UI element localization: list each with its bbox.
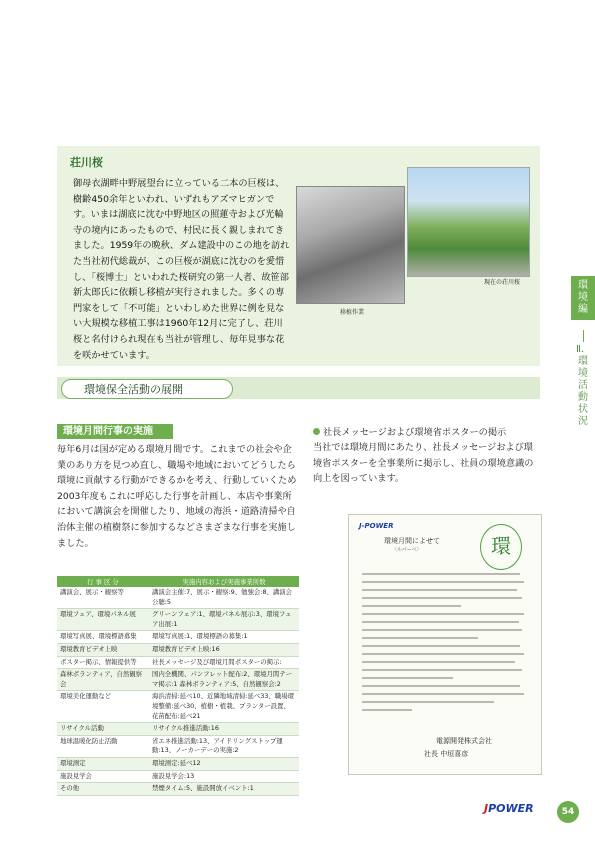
box-text: [73, 176, 291, 363]
table-row: [57, 770, 299, 783]
table-row: [57, 587, 299, 609]
current-sakura-photo-caption: 現在の荘川桜: [484, 279, 521, 286]
table-cell: 森林ボランティア、自然観察会: [57, 669, 149, 691]
poster-logo: J-POWER: [359, 522, 394, 530]
transplant-photo: [296, 186, 405, 304]
intro-paragraph: 毎年6月は国が定める環境月間です。これまでの社会や企業のあり方を見つめ直し、職場や地域においてどうしたら環境に貢献する行動ができるかを考え、行動していくため2003年度もこれに呼応した行事を計画し、本店や事業所において講演会を開催したり、地域の海浜・道路清掃や自治体主催の植樹祭に参加するなどさまざまな行事を実施しました。: [57, 444, 297, 549]
table-cell: 環境測定:延べ12: [149, 757, 299, 770]
table-cell: 環境写真展:1、環境標語の募集:1: [149, 631, 299, 644]
table-cell: ポスター掲示、情報提供等: [57, 656, 149, 669]
footer-logo-text: POWER: [488, 802, 534, 815]
poster-company: 電源開発株式会社: [436, 737, 492, 745]
box-paragraph: 御母衣湖畔中野展望台に立っている二本の巨桜は、樹齢450余年といわれ、いずれもアズマヒガンです。いまは湖底に沈む中野地区の照蓮寺および光輪寺の境内にあったもので、村民に長く親しまれてきました。1959年の晩秋、ダム建設中のこの地を訪れた当社初代総裁が、この巨桜が湖底に沈むのを愛惜し、「桜博士」といわれた桜研究の第一人者、故笹部新太郎氏に依頼し移植が実行されました。多くの専門家をして「不可能」といわしめた世界に例を見ない大規模な移植工事は1960年12月に完了し、荘川桜と名付けられ現在も当社が管理し、毎年見事な花を咲かせています。: [73, 178, 290, 361]
table-cell: 講演会、展示・観察等: [57, 587, 149, 609]
table-cell: グリーンフェア:1、環境パネル展示:3、環境フェア出展:1: [149, 609, 299, 631]
subheading: 環境月間行事の実施: [57, 424, 173, 439]
poster-subtitle: 〈ルパーペ〉: [392, 547, 422, 553]
table-row: [57, 643, 299, 656]
page-number: 54: [557, 801, 579, 823]
table-cell: 海浜清掃:延べ10、近隣地域清掃:延べ33、職場環境整備:延べ30、植樹・植栽、プランター設置、花苗配布:延べ21: [149, 691, 299, 723]
table-row: [57, 723, 299, 736]
table-cell: 講演会主催:7、展示・観察:9、勉強会:8、講演会公聴:5: [149, 587, 299, 609]
current-sakura-photo: [407, 167, 530, 277]
message-text: [313, 440, 541, 487]
intro-text: [57, 442, 297, 551]
side-tab-label: 環境編: [578, 280, 588, 315]
poster-title: 環境月間によせて: [384, 537, 440, 545]
table-cell: 地球温暖化防止活動: [57, 735, 149, 757]
table-cell: リサイクル活動: [57, 723, 149, 736]
table-row: [57, 669, 299, 691]
table-row: [57, 656, 299, 669]
table-cell: 施設見学会:13: [149, 770, 299, 783]
table-header-row: [57, 576, 299, 587]
bullet-icon: [313, 428, 320, 435]
message-heading: [313, 424, 506, 438]
table-header-category: 行 事 区 分: [57, 576, 149, 587]
table-cell: リサイクル推進活動:16: [149, 723, 299, 736]
transplant-photo-caption: 移植作業: [340, 309, 365, 316]
table-row: [57, 631, 299, 644]
table-row: [57, 735, 299, 757]
table-row: [57, 609, 299, 631]
table-row: [57, 691, 299, 723]
poster-body-text-lines: [362, 573, 527, 717]
footer-logo-mark: J: [484, 802, 489, 815]
poster-signature: 社長 中垣喜彦: [424, 750, 469, 758]
table-header-details: 実施内容および実施事業所数: [149, 576, 299, 587]
table-cell: 環境フェア、環境パネル展: [57, 609, 149, 631]
table-cell: 禁煙タイム:5、施設開放イベント:1: [149, 783, 299, 796]
table-cell: その他: [57, 783, 149, 796]
message-heading-text: 社長メッセージおよび環境省ポスターの掲示: [323, 427, 507, 438]
table-cell: 環境美化運動など: [57, 691, 149, 723]
poster-emblem-icon: 環: [480, 524, 522, 570]
box-title: 荘川桜: [70, 156, 103, 169]
section-title: 環境保全活動の展開: [84, 383, 183, 396]
footer-logo: [484, 802, 534, 815]
table-cell: 環境教育ビデオ上映:16: [149, 643, 299, 656]
table-row: [57, 783, 299, 796]
table-cell: 国内全機関、パンフレット配布:2、環境月間テーマ掲示:1 森林ボランティア:5、自然観察会:2: [149, 669, 299, 691]
table-cell: 環境教育ビデオ上映: [57, 643, 149, 656]
side-divider: [583, 330, 584, 342]
message-paragraph: 当社では環境月間にあたり、社長メッセージおよび環境省ポスターを全事業所に掲示し、社員の環境意識の向上を図っています。: [313, 442, 534, 485]
event-table: [57, 576, 299, 796]
table-row: [57, 757, 299, 770]
table-cell: 環境写真展、環境標語募集: [57, 631, 149, 644]
table-cell: 社長メッセージ及び環境月間ポスターの掲示:: [149, 656, 299, 669]
side-chapter-label: Ⅱ．環境活動状況: [576, 344, 591, 427]
table-cell: 環境測定: [57, 757, 149, 770]
table-cell: 省エネ推進活動:13、アイドリングストップ運動:13、ノーカーデーの実施:2: [149, 735, 299, 757]
table-cell: 施設見学会: [57, 770, 149, 783]
